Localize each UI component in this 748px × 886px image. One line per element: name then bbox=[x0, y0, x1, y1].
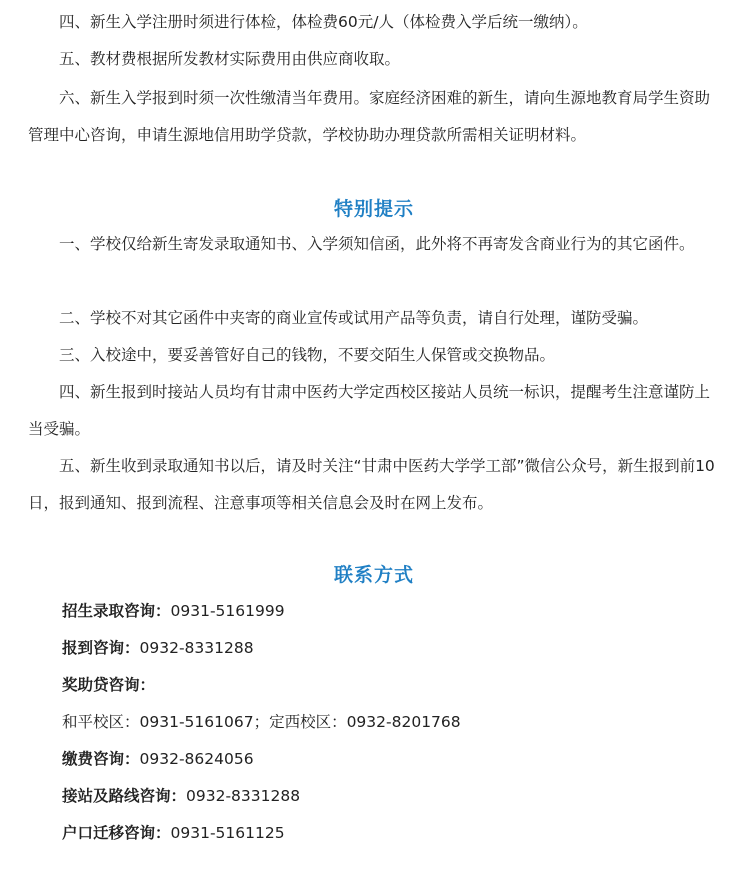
contact-household-phone: 0931-5161125 bbox=[170, 824, 285, 842]
contact-household bbox=[62, 821, 285, 845]
contact-registration-label: 报到咨询： bbox=[62, 639, 140, 657]
contact-registration bbox=[62, 636, 254, 660]
contact-aid-label: 奖助贷咨询： bbox=[62, 676, 156, 694]
notice-item-3: 三、入校途中，要妥善管好自己的钱物，不要交陌生人保管或交换物品。 bbox=[59, 346, 556, 364]
notice-item-1: 一、学校仅给新生寄发录取通知书、入学须知信函，此外将不再寄发含商业行为的其它函件。 bbox=[59, 235, 695, 253]
contact-household-label: 户口迁移咨询： bbox=[62, 824, 171, 842]
notice-item-2: 二、学校不对其它函件中夹寄的商业宣传或试用产品等负责，请自行处理，谨防受骗。 bbox=[59, 309, 649, 327]
contact-payment-label: 缴费咨询： bbox=[62, 750, 140, 768]
contact-aid-detail: 和平校区：0931-5161067；定西校区：0932-8201768 bbox=[62, 713, 461, 731]
contact-pickup-phone: 0932-8331288 bbox=[186, 787, 301, 805]
fee-item-4: 四、新生入学注册时须进行体检，体检费60元/人（体检费入学后统一缴纳）。 bbox=[59, 13, 588, 31]
contact-admission-phone: 0931-5161999 bbox=[170, 602, 285, 620]
contact-pickup-label: 接站及路线咨询： bbox=[62, 787, 187, 805]
contact-payment-phone: 0932-8624056 bbox=[139, 750, 254, 768]
contact-admission bbox=[62, 599, 285, 623]
special-notice-heading: 特别提示 bbox=[333, 198, 414, 220]
contact-pickup bbox=[62, 784, 300, 808]
contact-registration-phone: 0932-8331288 bbox=[139, 639, 254, 657]
fee-item-5: 五、教材费根据所发教材实际费用由供应商收取。 bbox=[59, 50, 401, 68]
contact-payment bbox=[62, 747, 254, 771]
notice-item-4: 四、新生报到时接站人员均有甘肃中医药大学定西校区接站人员统一标识，提醒考生注意谨防上当受骗。 bbox=[28, 383, 711, 438]
contact-aid bbox=[62, 673, 155, 697]
fee-item-6: 六、新生入学报到时须一次性缴清当年费用。家庭经济困难的新生，请向生源地教育局学生资助管理中心咨询，申请生源地信用助学贷款，学校协助办理贷款所需相关证明材料。 bbox=[28, 89, 711, 144]
contact-admission-label: 招生录取咨询： bbox=[62, 602, 171, 620]
contact-heading: 联系方式 bbox=[333, 564, 414, 586]
notice-item-5: 五、新生收到录取通知书以后，请及时关注“甘肃中医药大学学工部”微信公众号，新生报到前10日，报到通知、报到流程、注意事项等相关信息会及时在网上发布。 bbox=[28, 457, 715, 512]
